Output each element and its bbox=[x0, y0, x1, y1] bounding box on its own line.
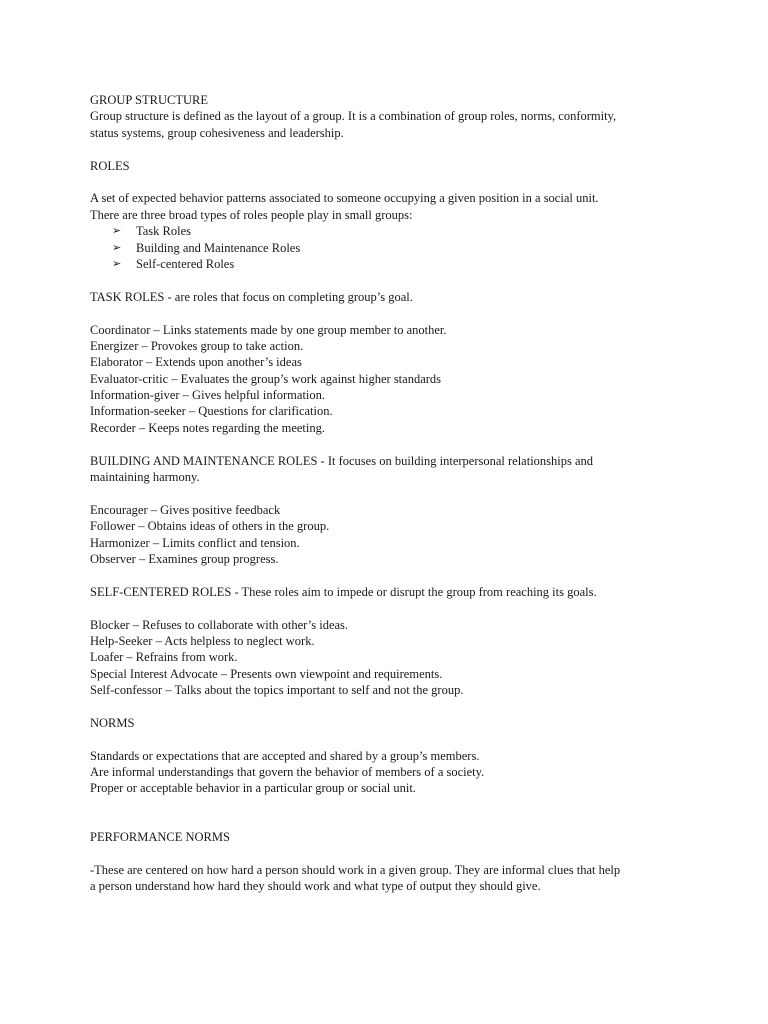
arrowhead-bullet-icon: ➢ bbox=[112, 240, 122, 254]
norms-item: Are informal understandings that govern the behavior of members of a society. bbox=[90, 765, 485, 780]
heading-roles: ROLES bbox=[90, 158, 130, 173]
group-structure-text-line-1: Group structure is defined as the layout of a group. It is a combination of group roles, norms, conformity, bbox=[90, 109, 617, 124]
building-role-item: Harmonizer – Limits conflict and tension. bbox=[90, 535, 300, 550]
building-roles-intro-line-1: BUILDING AND MAINTENANCE ROLES - It focuses on building interpersonal relationships and bbox=[90, 453, 594, 468]
self-centered-role-item: Self-confessor – Talks about the topics important to self and not the group. bbox=[90, 683, 464, 698]
group-structure-text-line-2: status systems, group cohesiveness and leadership. bbox=[90, 125, 344, 140]
arrowhead-bullet-icon: ➢ bbox=[112, 224, 122, 238]
self-centered-role-item: Special Interest Advocate – Presents own viewpoint and requirements. bbox=[90, 666, 443, 681]
self-centered-role-item: Loafer – Refrains from work. bbox=[90, 650, 238, 665]
document-body bbox=[90, 92, 677, 894]
list-item bbox=[90, 240, 677, 256]
self-centered-roles-intro: SELF-CENTERED ROLES - These roles aim to impede or disrupt the group from reaching its goals. bbox=[90, 584, 597, 599]
arrowhead-bullet-icon: ➢ bbox=[112, 256, 122, 270]
task-role-item: Information-seeker – Questions for clarification. bbox=[90, 404, 333, 419]
roles-definition-line-1: A set of expected behavior patterns associated to someone occupying a given position in a social unit. bbox=[90, 191, 599, 206]
task-role-item: Energizer – Provokes group to take action. bbox=[90, 338, 304, 353]
building-roles-intro-line-2: maintaining harmony. bbox=[90, 470, 200, 485]
list-item bbox=[90, 223, 677, 239]
task-role-item: Information-giver – Gives helpful information. bbox=[90, 388, 326, 403]
bullet-text: Building and Maintenance Roles bbox=[136, 240, 301, 255]
list-item bbox=[90, 256, 677, 272]
self-centered-role-item: Help-Seeker – Acts helpless to neglect work. bbox=[90, 633, 315, 648]
task-roles-intro: TASK ROLES - are roles that focus on completing group’s goal. bbox=[90, 289, 413, 304]
task-role-item: Evaluator-critic – Evaluates the group’s work against higher standards bbox=[90, 371, 442, 386]
roles-definition-line-2: There are three broad types of roles people play in small groups: bbox=[90, 207, 413, 222]
bullet-text: Self-centered Roles bbox=[136, 256, 235, 271]
norms-item: Standards or expectations that are accepted and shared by a group’s members. bbox=[90, 748, 480, 763]
heading-group-structure: GROUP STRUCTURE bbox=[90, 93, 208, 107]
task-role-item: Coordinator – Links statements made by one group member to another. bbox=[90, 322, 447, 337]
heading-norms: NORMS bbox=[90, 715, 135, 730]
building-role-item: Follower – Obtains ideas of others in the group. bbox=[90, 519, 330, 534]
performance-norms-text-line-1: -These are centered on how hard a person should work in a given group. They are informal clues that help bbox=[90, 862, 621, 877]
self-centered-role-item: Blocker – Refuses to collaborate with other’s ideas. bbox=[90, 617, 349, 632]
building-role-item: Encourager – Gives positive feedback bbox=[90, 502, 281, 517]
bullet-text: Task Roles bbox=[136, 224, 192, 239]
building-role-item: Observer – Examines group progress. bbox=[90, 551, 279, 566]
roles-bullet-list bbox=[90, 223, 677, 272]
performance-norms-text-line-2: a person understand how hard they should work and what type of output they should give. bbox=[90, 879, 541, 894]
task-role-item: Recorder – Keeps notes regarding the meeting. bbox=[90, 420, 325, 435]
norms-item: Proper or acceptable behavior in a particular group or social unit. bbox=[90, 781, 416, 796]
task-role-item: Elaborator – Extends upon another’s ideas bbox=[90, 355, 302, 370]
heading-performance-norms: PERFORMANCE NORMS bbox=[90, 829, 230, 844]
